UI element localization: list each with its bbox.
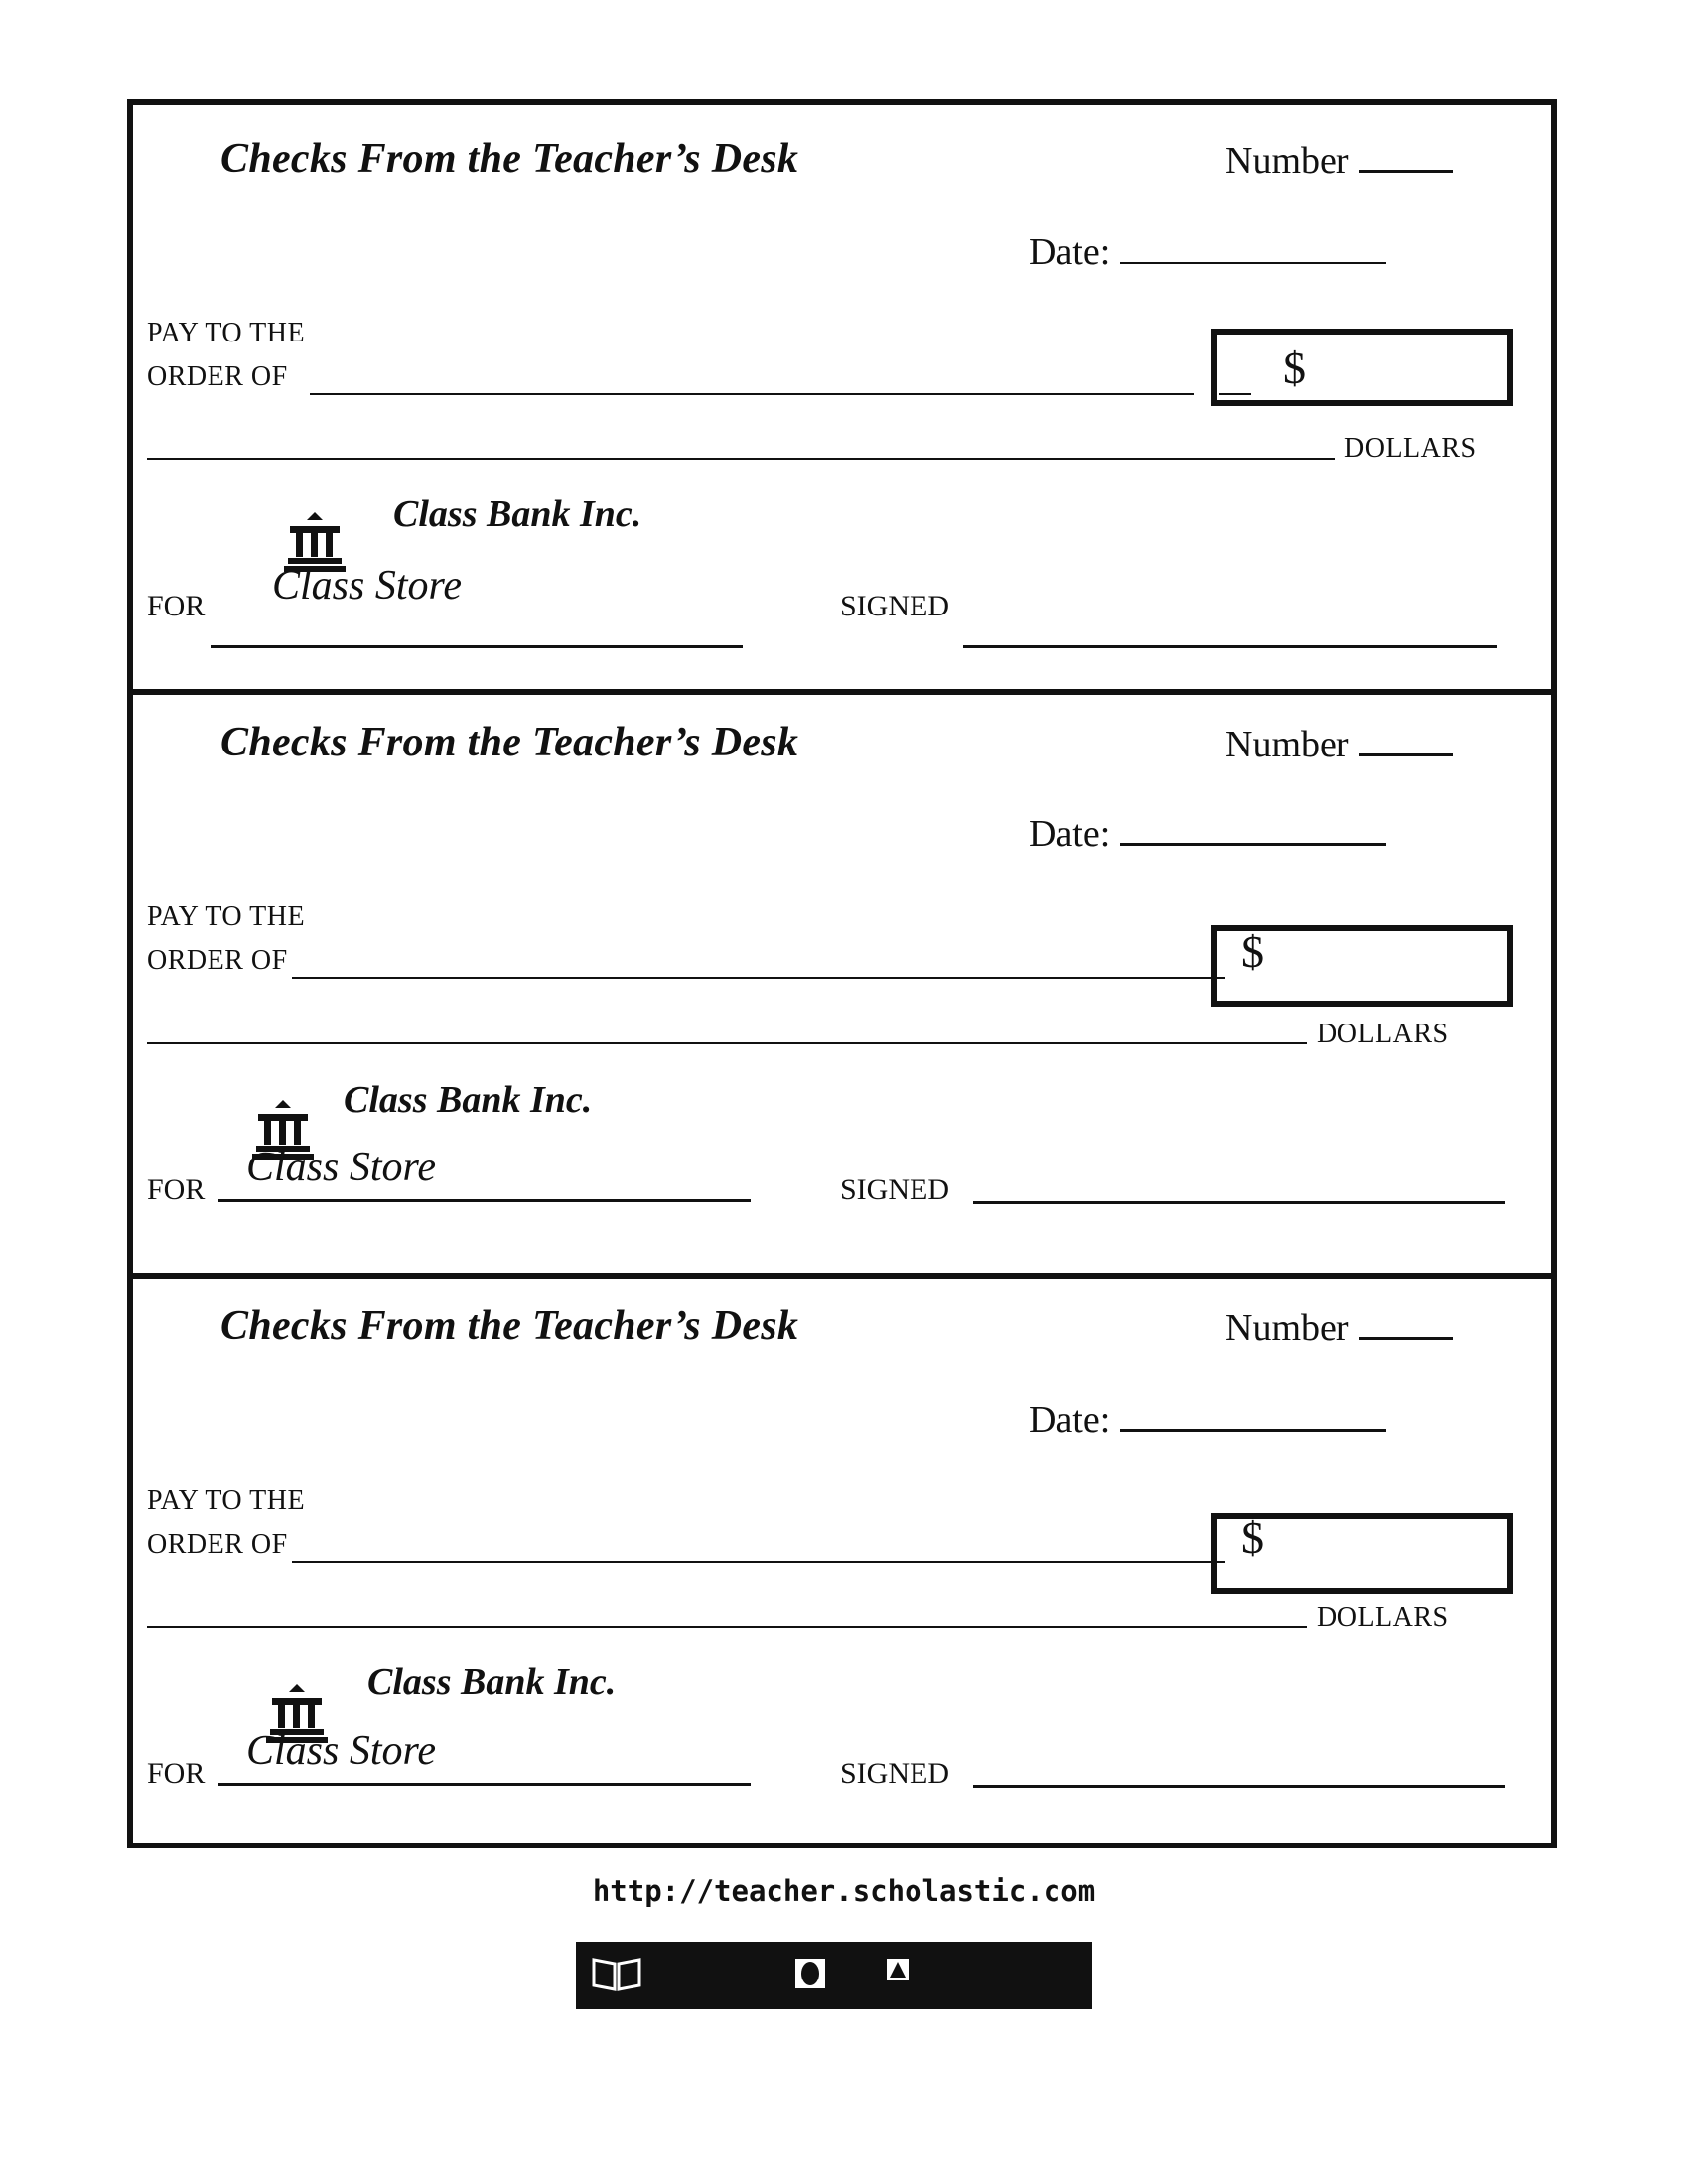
dollar-sign: $ <box>1241 1512 1264 1563</box>
amount-words-line[interactable] <box>147 458 1335 460</box>
for-memo-value[interactable]: Class Store <box>272 563 462 609</box>
number-label: Number <box>1225 1307 1349 1349</box>
payee-line[interactable] <box>292 1561 1225 1563</box>
dollar-sign: $ <box>1241 926 1264 977</box>
amount-box[interactable] <box>1211 329 1513 406</box>
pay-to-label-line1: PAY TO THE <box>147 1485 306 1516</box>
triangle-icon <box>886 1958 910 1981</box>
check-3 <box>133 1273 1551 1848</box>
amount-words-line[interactable] <box>147 1626 1307 1628</box>
date-label: Date: <box>1029 231 1111 273</box>
number-label: Number <box>1225 140 1349 182</box>
check-1 <box>133 105 1551 689</box>
date-blank[interactable] <box>1120 1399 1386 1432</box>
check-number-field[interactable] <box>1225 723 1453 766</box>
dollar-sign: $ <box>1283 342 1306 393</box>
for-memo-value[interactable]: Class Store <box>246 1728 436 1774</box>
for-label: FOR <box>147 590 206 622</box>
number-label: Number <box>1225 724 1349 765</box>
bank-name: Class Bank Inc. <box>393 493 642 535</box>
signed-label: SIGNED <box>840 1757 949 1790</box>
pay-to-label-line2: ORDER OF <box>147 1529 288 1560</box>
open-book-icon <box>592 1956 641 1991</box>
number-blank[interactable] <box>1359 140 1453 173</box>
date-blank[interactable] <box>1120 232 1386 264</box>
bank-name: Class Bank Inc. <box>344 1079 593 1121</box>
dollars-label: DOLLARS <box>1317 1019 1449 1049</box>
for-memo-value[interactable]: Class Store <box>246 1145 436 1190</box>
check-title: Checks From the Teacher’s Desk <box>220 720 799 765</box>
check-number-field[interactable] <box>1225 139 1453 183</box>
circle-icon <box>794 1958 826 1989</box>
pay-to-label-line2: ORDER OF <box>147 361 288 392</box>
amount-words-line[interactable] <box>147 1042 1307 1044</box>
number-blank[interactable] <box>1359 724 1453 756</box>
for-label: FOR <box>147 1757 206 1790</box>
check-title: Checks From the Teacher’s Desk <box>220 136 799 182</box>
footer-url: http://teacher.scholastic.com <box>592 1874 1096 1908</box>
date-blank[interactable] <box>1120 813 1386 846</box>
for-memo-line[interactable] <box>218 1199 751 1202</box>
signature-line[interactable] <box>973 1201 1505 1204</box>
pay-to-label-line1: PAY TO THE <box>147 318 306 348</box>
checks-sheet <box>127 99 1557 1848</box>
pay-to-label-line1: PAY TO THE <box>147 901 306 932</box>
signed-label: SIGNED <box>840 590 949 622</box>
date-field[interactable] <box>1029 812 1386 856</box>
dollars-label: DOLLARS <box>1344 433 1477 464</box>
date-field[interactable] <box>1029 230 1386 274</box>
for-memo-line[interactable] <box>218 1783 751 1786</box>
footer-logo-bar <box>576 1942 1092 2009</box>
date-label: Date: <box>1029 1399 1111 1440</box>
for-memo-line[interactable] <box>211 645 743 648</box>
number-blank[interactable] <box>1359 1307 1453 1340</box>
bank-name: Class Bank Inc. <box>367 1661 617 1703</box>
signature-line[interactable] <box>963 645 1497 648</box>
date-label: Date: <box>1029 813 1111 855</box>
check-title: Checks From the Teacher’s Desk <box>220 1303 799 1349</box>
dollars-label: DOLLARS <box>1317 1602 1449 1633</box>
check-number-field[interactable] <box>1225 1306 1453 1350</box>
payee-line[interactable] <box>310 393 1194 395</box>
for-label: FOR <box>147 1173 206 1206</box>
pay-to-label-line2: ORDER OF <box>147 945 288 976</box>
date-field[interactable] <box>1029 1398 1386 1441</box>
check-2 <box>133 689 1551 1273</box>
signature-line[interactable] <box>973 1785 1505 1788</box>
signed-label: SIGNED <box>840 1173 949 1206</box>
payee-line[interactable] <box>292 977 1225 979</box>
